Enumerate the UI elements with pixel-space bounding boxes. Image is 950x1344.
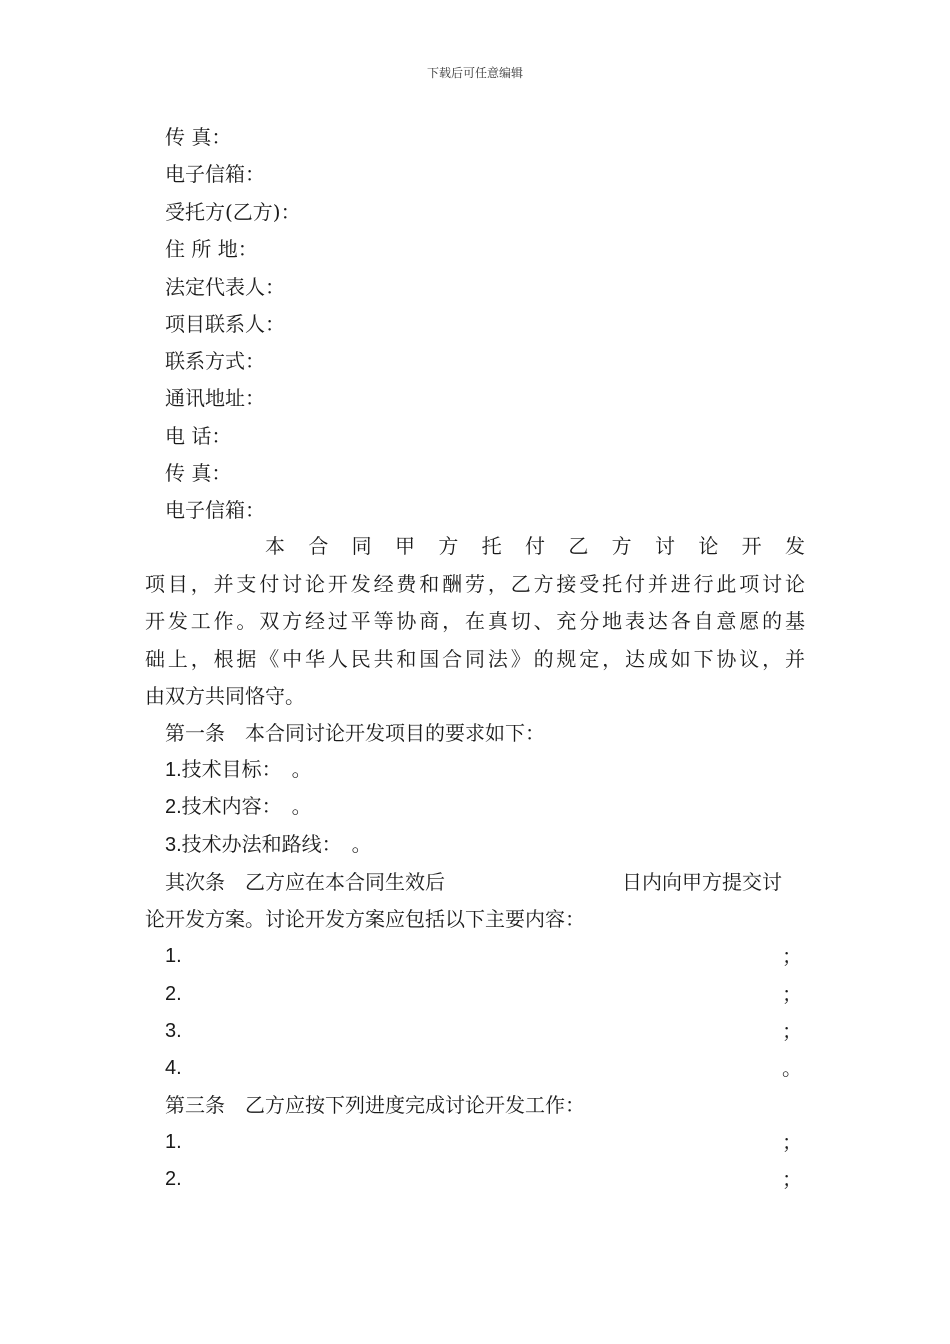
field-email-a: 电子信箱：	[165, 162, 265, 186]
field-legal-rep-b: 法定代表人：	[165, 275, 285, 299]
article-2-line-2: 论开发方案。讨论开发方案应包括以下主要内容：	[145, 907, 585, 931]
article-2-item-2: 2.	[165, 983, 182, 1005]
field-fax-b: 传 真：	[165, 461, 232, 485]
article-3-end-1: ；	[782, 1130, 802, 1154]
party-b-title: 受托方(乙方)：	[165, 200, 301, 224]
field-label: 传 真：	[165, 125, 232, 149]
field-phone-b: 电 话：	[165, 424, 232, 448]
article-2-end-3: ；	[782, 1019, 802, 1043]
intro-line-3: 开发工作。双方经过平等协商，在真切、充分地表达各自意愿的基	[145, 609, 805, 633]
article-2-end-4: 。	[782, 1056, 802, 1080]
article-3-item-2: 2.	[165, 1168, 182, 1190]
article-1-item-3: 3.技术办法和路线： 。	[165, 834, 372, 856]
intro-line-2: 项目，并支付讨论开发经费和酬劳，乙方接受托付并进行此项讨论	[145, 571, 805, 596]
article-3-item-1: 1.	[165, 1131, 182, 1153]
article-1-item-1: 1.技术目标： 。	[165, 759, 312, 781]
article-2-item-3: 3.	[165, 1020, 182, 1042]
article-2-end-2: ；	[782, 982, 802, 1006]
page-header: 下载后可任意编辑	[426, 66, 523, 80]
field-address-b: 住 所 地：	[165, 237, 258, 261]
field-mail-address-b: 通讯地址：	[165, 386, 265, 410]
field-contact-b: 项目联系人：	[165, 312, 285, 336]
article-1-item-2: 2.技术内容： 。	[165, 796, 312, 818]
field-email-b: 电子信箱：	[165, 498, 265, 522]
field-fax-a	[165, 124, 231, 150]
field-contact-method-b: 联系方式：	[165, 349, 265, 373]
intro-line-4: 础上，根据《中华人民共和国合同法》的规定，达成如下协议，并	[145, 646, 805, 671]
article-2-part-2: 日内向甲方提交讨	[622, 870, 782, 894]
article-2-end-1: ；	[782, 944, 802, 968]
article-2-part-1: 其次条 乙方应在本合同生效后	[165, 870, 445, 894]
article-3-title: 第三条 乙方应按下列进度完成讨论开发工作：	[165, 1093, 585, 1117]
article-3-end-2: ；	[782, 1167, 802, 1191]
article-2-item-4: 4.	[165, 1057, 182, 1079]
intro-line-5: 由双方共同恪守。	[145, 684, 305, 708]
intro-line-1: 本 合 同 甲 方 托 付 乙 方 讨 论 开 发	[265, 534, 805, 558]
article-1-title: 第一条 本合同讨论开发项目的要求如下：	[165, 721, 545, 745]
article-2-item-1: 1.	[165, 945, 182, 967]
intro-paragraph	[145, 528, 805, 716]
